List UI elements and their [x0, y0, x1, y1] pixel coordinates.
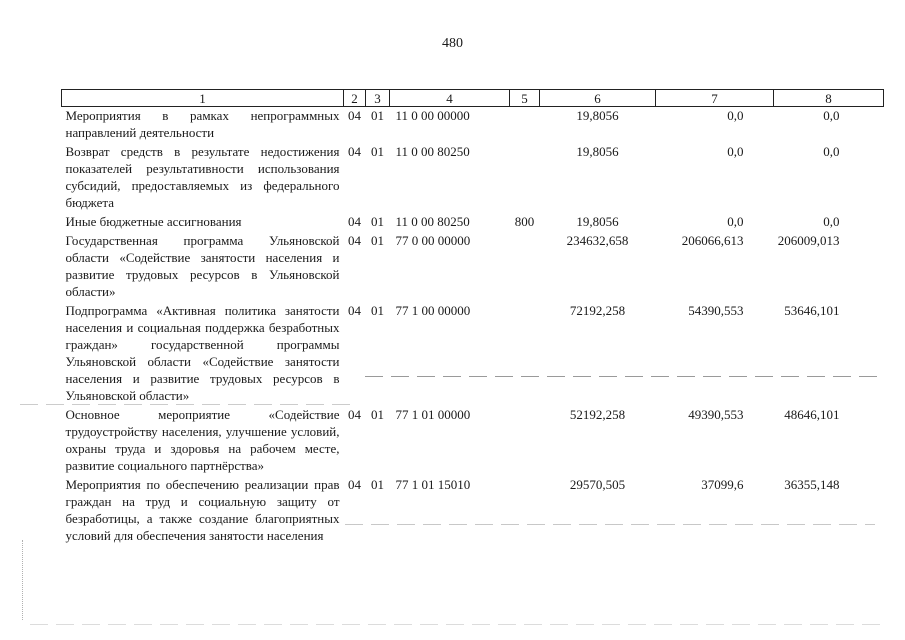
column-header: 6: [540, 90, 656, 107]
scan-artifact-line: [345, 524, 875, 525]
row-name: Мероприятия в рамках непрограммных направлений деятельности: [65, 108, 340, 140]
column-header: 5: [510, 90, 540, 107]
table-row: [62, 107, 884, 144]
row-amount-3: 0,0: [823, 144, 840, 159]
row-amount-2: 0,0: [727, 108, 744, 123]
row-name: Основное мероприятие «Содействие трудоустройству населения, улучшение условий, охраны труда и здоровья на рабочем месте, развитие социального партнёрства»: [65, 407, 340, 473]
row-subsection: 01: [371, 214, 384, 229]
row-target-code: 77 1 00 00000: [395, 303, 471, 318]
row-section: 04: [348, 214, 361, 229]
row-amount-2: 49390,553: [688, 407, 744, 422]
row-target-code: 77 1 01 15010: [395, 477, 471, 492]
row-amount-3: 206009,013: [777, 233, 840, 248]
row-subsection: 01: [371, 477, 384, 492]
row-expense-type: 800: [514, 214, 535, 229]
row-amount-2: 37099,6: [701, 477, 744, 492]
column-number-header: [62, 90, 884, 107]
row-target-code: 77 0 00 00000: [395, 233, 471, 248]
row-name: Подпрограмма «Активная политика занятости населения и социальная поддержка безработных граждан» государственной программы Ульяновской области «Содействие занятости населения и развитие трудовых ресурсов в Ульяновской области»: [65, 303, 340, 403]
row-section: 04: [348, 477, 361, 492]
row-amount-1: 19,8056: [576, 144, 619, 159]
row-amount-1: 234632,658: [566, 233, 629, 248]
row-section: 04: [348, 144, 361, 159]
column-header: 8: [774, 90, 884, 107]
row-amount-2: 54390,553: [688, 303, 744, 318]
row-name: Мероприятия по обеспечению реализации прав граждан на труд и социальную защиту от безработицы, а также создание благоприятных условий для обеспечения занятости населения: [65, 477, 340, 543]
table-row: [62, 476, 884, 546]
row-target-code: 11 0 00 80250: [395, 214, 470, 229]
row-amount-2: 0,0: [727, 214, 744, 229]
table-row: [62, 302, 884, 406]
row-amount-1: 52192,258: [569, 407, 626, 422]
row-subsection: 01: [371, 144, 384, 159]
row-amount-3: 36355,148: [784, 477, 840, 492]
row-target-code: 11 0 00 80250: [395, 144, 470, 159]
row-amount-1: 19,8056: [576, 108, 619, 123]
row-name: Возврат средств в результате недостижения показателей результативности использования субсидий, предоставляемых из федерального бюджета: [65, 144, 340, 210]
table-row: [62, 143, 884, 213]
column-header: 3: [366, 90, 390, 107]
row-amount-2: 0,0: [727, 144, 744, 159]
page-number: 480: [442, 36, 463, 51]
row-amount-3: 0,0: [823, 214, 840, 229]
table-row: [62, 232, 884, 302]
row-expense-type: [510, 302, 540, 406]
table-row: [62, 406, 884, 476]
column-header: 2: [344, 90, 366, 107]
row-amount-1: 72192,258: [569, 303, 626, 318]
row-name: Государственная программа Ульяновской области «Содействие занятости населения и развитие трудовых ресурсов в Ульяновской области»: [65, 233, 340, 299]
row-amount-1: 19,8056: [576, 214, 619, 229]
row-expense-type: [510, 406, 540, 476]
row-amount-3: 0,0: [823, 108, 840, 123]
row-subsection: 01: [371, 108, 384, 123]
row-subsection: 01: [371, 407, 384, 422]
row-name: Иные бюджетные ассигнования: [65, 214, 242, 229]
row-target-code: 11 0 00 00000: [395, 108, 470, 123]
row-target-code: 77 1 01 00000: [395, 407, 471, 422]
row-amount-1: 29570,505: [569, 477, 626, 492]
row-expense-type: [510, 476, 540, 546]
row-subsection: 01: [371, 303, 384, 318]
scan-artifact-line: [20, 404, 350, 405]
row-expense-type: [510, 143, 540, 213]
scan-artifact-line: [30, 624, 880, 625]
scan-artifact-dots: [22, 540, 43, 620]
row-expense-type: [510, 232, 540, 302]
budget-table: [61, 89, 884, 546]
row-section: 04: [348, 407, 361, 422]
row-amount-2: 206066,613: [681, 233, 744, 248]
table-row: [62, 213, 884, 232]
row-amount-3: 53646,101: [784, 303, 840, 318]
column-header: 7: [656, 90, 774, 107]
scan-artifact-line: [365, 376, 885, 377]
row-amount-3: 48646,101: [784, 407, 840, 422]
row-subsection: 01: [371, 233, 384, 248]
row-expense-type: [510, 107, 540, 144]
column-header: 4: [390, 90, 510, 107]
column-header: 1: [62, 90, 344, 107]
row-section: 04: [348, 108, 361, 123]
row-section: 04: [348, 233, 361, 248]
row-section: 04: [348, 303, 361, 318]
